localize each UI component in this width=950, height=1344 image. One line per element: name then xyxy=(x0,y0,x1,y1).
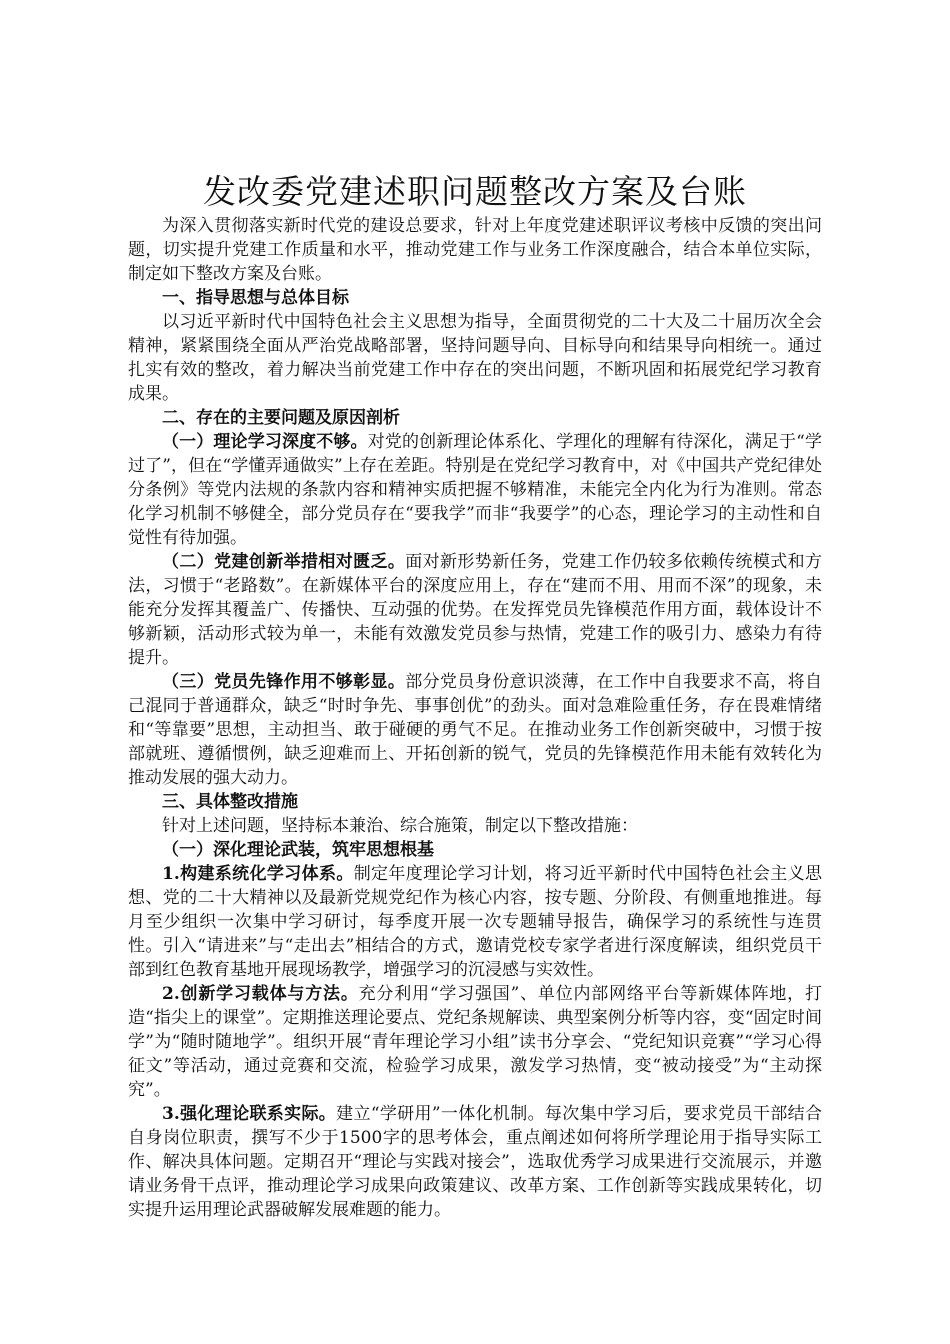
document-page xyxy=(128,170,822,1222)
measure-body: 建立“学研用”一体化机制。每次集中学习后，要求党员干部结合自身岗位职责，撰写不少于1500字的思考体会，重点阐述如何将所学理论用于指导实际工作、解决具体问题。定期召开“理论与实践对接会”，选取优秀学习成果进行交流展示，并邀请业务骨干点评，推动理论学习成果向政策建议、改革方案、工作创新等实践成果转化，切实提升运用理论武器破解发展难题的能力。 xyxy=(128,1104,822,1220)
measures-intro: 针对上述问题，坚持标本兼治、综合施策，制定以下整改措施： xyxy=(162,816,638,836)
section-heading-measures: 三、具体整改措施 xyxy=(162,792,298,812)
subsection-heading: （一）深化理论武装，筑牢思想根基 xyxy=(162,840,434,860)
problem-body: 面对新形势新任务，党建工作仍较多依赖传统模式和方法，习惯于“老路数”。在新媒体平台的深度应用上，存在“建而不用、用而不深”的现象，未能充分发挥其覆盖广、传播快、互动强的优势。在发挥党员先锋模范作用方面，载体设计不够新颖，活动形式较为单一，未能有效激发党员参与热情，党建工作的吸引力、感染力有待提升。 xyxy=(128,552,822,668)
measure-lead: 3.强化理论联系实际。 xyxy=(162,1104,337,1124)
measure-body: 充分利用“学习强国”、单位内部网络平台等新媒体阵地，打造“指尖上的课堂”。定期推送理论要点、党纪条规解读、典型案例分析等内容，变“固定时间学”为“随时随地学”。组织开展“青年理论学习小组”读书分享会、“党纪知识竞赛”“学习心得征文”等活动，通过竞赛和交流，检验学习成果，激发学习热情，变“被动接受”为“主动探究”。 xyxy=(128,984,822,1100)
problem-paragraph xyxy=(128,670,822,790)
intro-paragraph: 为深入贯彻落实新时代党的建设总要求，针对上年度党建述职评议考核中反馈的突出问题，切实提升党建工作质量和水平，推动党建工作与业务工作深度融合，结合本单位实际，制定如下整改方案及台账。 xyxy=(128,216,822,284)
measure-body: 制定年度理论学习计划，将习近平新时代中国特色社会主义思想、党的二十大精神以及最新党规党纪作为核心内容，按专题、分阶段、有侧重地推进。每月至少组织一次集中学习研讨，每季度开展一次专题辅导报告，确保学习的系统性与连贯性。引入“请进来”与“走出去”相结合的方式，邀请党校专家学者进行深度解读，组织党员干部到红色教育基地开展现场教学，增强学习的沉浸感与实效性。 xyxy=(128,864,822,980)
document-title: 发改委党建述职问题整改方案及台账 xyxy=(203,172,747,211)
problem-paragraph xyxy=(128,430,822,550)
problem-lead: （三）党员先锋作用不够彰显。 xyxy=(162,672,406,692)
measure-paragraph xyxy=(128,862,822,982)
problem-body: 部分党员身份意识淡薄，在工作中自我要求不高，将自己混同于普通群众，缺乏“时时争先、事事创优”的劲头。面对急难险重任务，存在畏难情绪和“等靠要”思想，主动担当、敢于碰硬的勇气不足。在推动业务工作创新突破中，习惯于按部就班、遵循惯例，缺乏迎难而上、开拓创新的锐气，党员的先锋模范作用未能有效转化为推动发展的强大动力。 xyxy=(128,672,822,788)
problem-body: 对党的创新理论体系化、学理化的理解有待深化，满足于“学过了”，但在“学懂弄通做实”上存在差距。特别是在党纪学习教育中，对《中国共产党纪律处分条例》等党内法规的条款内容和精神实质把握不够精准，未能完全内化为行为准则。常态化学习机制不够健全，部分党员存在“要我学”而非“我要学”的心态，理论学习的主动性和自觉性有待加强。 xyxy=(128,432,823,548)
problem-paragraph xyxy=(128,550,822,670)
measure-paragraph xyxy=(128,982,822,1102)
measure-lead: 2.创新学习载体与方法。 xyxy=(162,984,359,1004)
section-heading-problems: 二、存在的主要问题及原因剖析 xyxy=(162,408,400,428)
problem-lead: （二）党建创新举措相对匮乏。 xyxy=(162,552,406,572)
measure-lead: 1.构建系统化学习体系。 xyxy=(162,864,354,884)
measure-paragraph xyxy=(128,1102,822,1222)
section-body-guiding: 以习近平新时代中国特色社会主义思想为指导，全面贯彻党的二十大及二十届历次全会精神，紧紧围绕全面从严治党战略部署，坚持问题导向、目标导向和结果导向相统一。通过扎实有效的整改，着力解决当前党建工作中存在的突出问题，不断巩固和拓展党纪学习教育成果。 xyxy=(128,312,822,404)
section-heading-guiding: 一、指导思想与总体目标 xyxy=(162,288,349,308)
problem-lead: （一）理论学习深度不够。 xyxy=(162,432,368,452)
